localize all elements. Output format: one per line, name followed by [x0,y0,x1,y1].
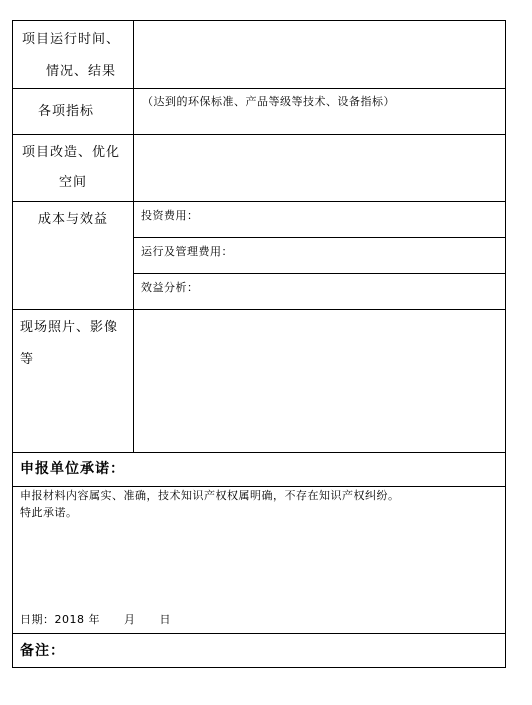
photos-label-line1: 现场照片、影像 [20,320,119,335]
runtime-content-cell[interactable] [134,21,505,88]
runtime-label-line2: 情况、结果 [46,64,117,79]
improvement-content-cell[interactable] [134,135,505,201]
commitment-date: 日期：2018 年 月 日 [20,613,171,626]
investment-cell[interactable] [134,202,505,237]
benefit-analysis-label: 效益分析： [141,281,199,294]
operation-cost-cell[interactable] [134,238,505,273]
improvement-label-line2: 空间 [59,175,88,190]
form-border-bottom [12,667,506,668]
improvement-label-line1: 项目改造、优化 [22,145,121,160]
investment-label: 投资费用： [141,209,199,222]
operation-cost-label: 运行及管理费用： [141,245,233,258]
commitment-text-line2: 特此承诺。 [20,506,78,519]
indicators-hint: （达到的环保标准、产品等级等技术、设备指标） [142,95,395,108]
commitment-body-cell[interactable] [12,487,506,633]
commitment-text-line1: 申报材料内容属实、准确，技术知识产权权属明确，不存在知识产权纠纷。 [20,489,400,502]
application-form [12,20,506,668]
commitment-title: 申报单位承诺： [20,461,125,477]
runtime-label-line1: 项目运行时间、 [22,32,121,47]
benefit-analysis-cell[interactable] [134,274,505,309]
indicators-label: 各项指标 [38,104,95,119]
photos-label-line2: 等 [20,352,35,367]
photos-label-cell [12,310,133,452]
remarks-title: 备注： [20,643,65,659]
cost-label: 成本与效益 [38,212,109,227]
runtime-label-cell [12,20,133,88]
photos-content-cell[interactable] [134,310,505,452]
indicators-content-cell[interactable] [134,89,505,134]
remarks-cell[interactable] [12,634,506,667]
commitment-title-cell [12,453,506,486]
improvement-label-cell [12,135,133,201]
indicators-label-cell [12,89,133,134]
cost-label-cell [12,202,133,309]
